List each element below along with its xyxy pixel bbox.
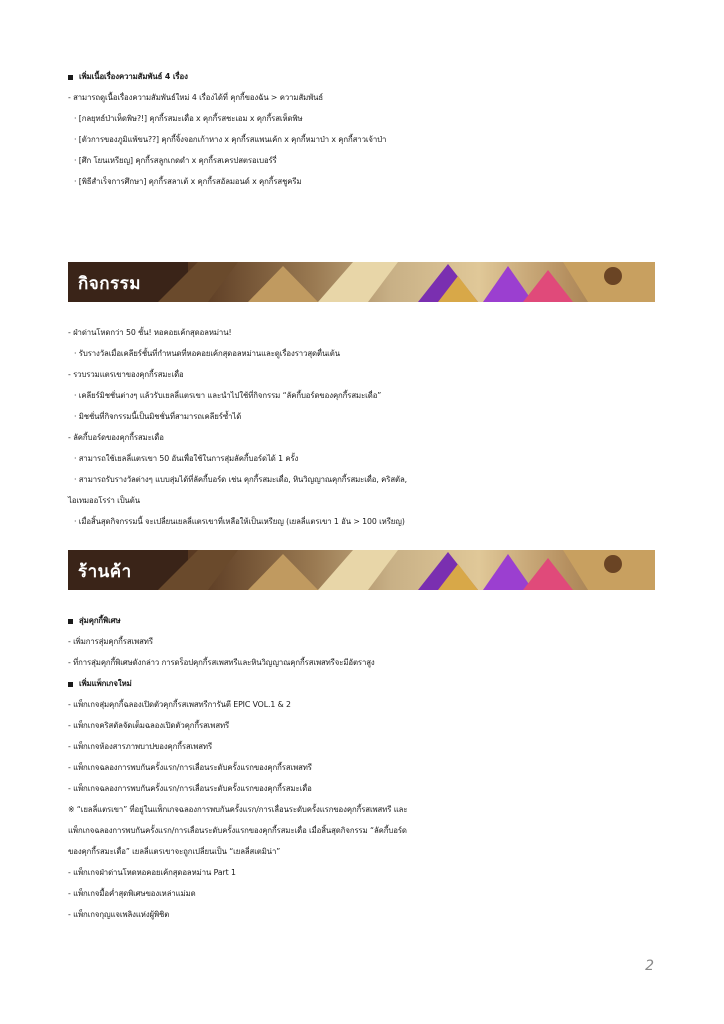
relationship-section [68, 66, 668, 192]
square-bullet-icon [68, 682, 73, 687]
relationship-desc: - สามารถดูเนื้อเรื่องความสัมพันธ์ใหม่ 4 เรื่องได้ที่ คุกกี้ของฉัน > ความสัมพันธ์ [68, 93, 324, 102]
package-line: - แพ็กเกจฝ่าด่านโหดหอคอยเค้กสุดอลหม่าน Part 1 [68, 868, 236, 877]
gacha-heading-text: สุ่มคุกกี้พิเศษ [79, 616, 121, 625]
relationship-heading [68, 66, 668, 87]
event-line: - รวบรวมแตรเขาของคุกกี้รสมะเดื่อ [68, 370, 184, 379]
package-line: - แพ็กเกจคริสตัลจัดเต็มฉลองเปิดตัวคุกกี้รสเพสทรี [68, 721, 230, 730]
relationship-item: · [ตัวการของภูมิแพ้ขน??] คุกกี้จิ้งจอกเก้าหาง x คุกกี้รสแพนเค้ก x คุกกี้หมาป่า x คุกกี้สาวเจ้าป่า [74, 135, 387, 144]
note-line: ※ “เยลลี่แตรเขา” ที่อยู่ในแพ็กเกจฉลองการพบกันครั้งแรก/การเลื่อนระดับครั้งแรกของคุกกี้รสเพสทรี และ [68, 805, 408, 814]
event-section [68, 322, 668, 532]
page-number: 2 [645, 958, 654, 974]
event-line: - ลัคกี้บอร์ดของคุกกี้รสมะเดื่อ [68, 433, 164, 442]
banner-artwork-icon [68, 550, 655, 590]
shop-banner-title: ร้านค้า [78, 562, 132, 581]
gacha-heading [68, 610, 668, 631]
event-line: · สามารถรับรางวัลต่างๆ แบบสุ่มได้ที่ลัคกี้บอร์ด เช่น คุกกี้รสมะเดื่อ, หินวิญญาณคุกกี้รสมะเดื่อ, คริสตัล, [74, 475, 408, 484]
event-line: - ฝ่าด่านโหดกว่า 50 ชั้น! หอคอยเค้กสุดอลหม่าน! [68, 328, 232, 337]
event-line: ไอเทมออโรร่า เป็นต้น [68, 496, 140, 505]
event-line: · เคลียร์มิชชั่นต่างๆ แล้วรับเยลลี่แตรเขา และนำไปใช้ที่กิจกรรม “ลัคกี้บอร์ดของคุกกี้รสมะเดื่อ” [74, 391, 382, 400]
relationship-item: · [พิธีสำเร็จการศึกษา] คุกกี้รสลาเต้ x คุกกี้รสอัลมอนด์ x คุกกี้รสชูครีม [74, 177, 302, 186]
event-line: · มิชชั่นที่กิจกรรมนี้เป็นมิชชั่นที่สามารถเคลียร์ซ้ำได้ [74, 412, 242, 421]
shop-section [68, 610, 668, 925]
shop-banner [68, 550, 655, 590]
banner-artwork-icon [68, 262, 655, 302]
gacha-line: - เพิ่มการสุ่มคุกกี้รสเพสทรี [68, 637, 153, 646]
note-line: แพ็กเกจฉลองการพบกันครั้งแรก/การเลื่อนระดับครั้งแรกของคุกกี้รสมะเดื่อ เมื่อสิ้นสุดกิจกรรม “ลัคกี้บอร์ด [68, 826, 407, 835]
package-line: - แพ็กเกจห้องสารภาพบาปของคุกกี้รสเพสทรี [68, 742, 213, 751]
package-line: - แพ็กเกจกุญแจเพลิงแห่งผู้พิชิต [68, 910, 170, 919]
gacha-line: - ที่การสุ่มคุกกี้พิเศษดังกล่าว การดร็อปคุกกี้รสเพสทรีและหินวิญญาณคุกกี้รสเพสทรีจะมีอัตราสูง [68, 658, 375, 667]
package-line: - แพ็กเกจมื้อค่ำสุดพิเศษของเหล่าแม่มด [68, 889, 196, 898]
square-bullet-icon [68, 619, 73, 624]
event-line: · รับรางวัลเมื่อเคลียร์ชั้นที่กำหนดที่หอคอยเค้กสุดอลหม่านและดูเรื่องราวสุดตื่นเต้น [74, 349, 340, 358]
event-banner [68, 262, 655, 302]
relationship-heading-text: เพิ่มเนื้อเรื่องความสัมพันธ์ 4 เรื่อง [79, 72, 188, 81]
package-heading-text: เพิ่มแพ็กเกจใหม่ [79, 679, 132, 688]
event-banner-title: กิจกรรม [78, 274, 142, 293]
package-line: - แพ็กเกจฉลองการพบกันครั้งแรก/การเลื่อนระดับครั้งแรกของคุกกี้รสเพสทรี [68, 763, 312, 772]
package-line: - แพ็กเกจสุ่มคุกกี้ฉลองเปิดตัวคุกกี้รสเพสทรีการันตี EPIC VOL.1 & 2 [68, 700, 291, 709]
package-line: - แพ็กเกจฉลองการพบกันครั้งแรก/การเลื่อนระดับครั้งแรกของคุกกี้รสมะเดื่อ [68, 784, 312, 793]
event-line: · เมื่อสิ้นสุดกิจกรรมนี้ จะเปลี่ยนเยลลี่แตรเขาที่เหลือให้เป็นเหรียญ (เยลลี่แตรเขา 1 อัน > 100 เหรียญ) [74, 517, 405, 526]
relationship-item: · [กลยุทธ์ป่าเห็ดพิษ?!] คุกกี้รสมะเดื่อ x คุกกี้รสชะเอม x คุกกี้รสเห็ดพิษ [74, 114, 303, 123]
square-bullet-icon [68, 75, 73, 80]
package-heading [68, 673, 668, 694]
note-line: ของคุกกี้รสมะเดื่อ” เยลลี่แตรเขาจะถูกเปลี่ยนเป็น “เยลลี่สเตมิน่า” [68, 847, 281, 856]
event-line: · สามารถใช้เยลลี่แตรเขา 50 อันเพื่อใช้ในการสุ่มลัคกี้บอร์ดได้ 1 ครั้ง [74, 454, 299, 463]
relationship-item: · [ศึก โยนเหรียญ] คุกกี้รสลูกเกดดำ x คุกกี้รสเครปสตรอเบอร์รี่ [74, 156, 277, 165]
